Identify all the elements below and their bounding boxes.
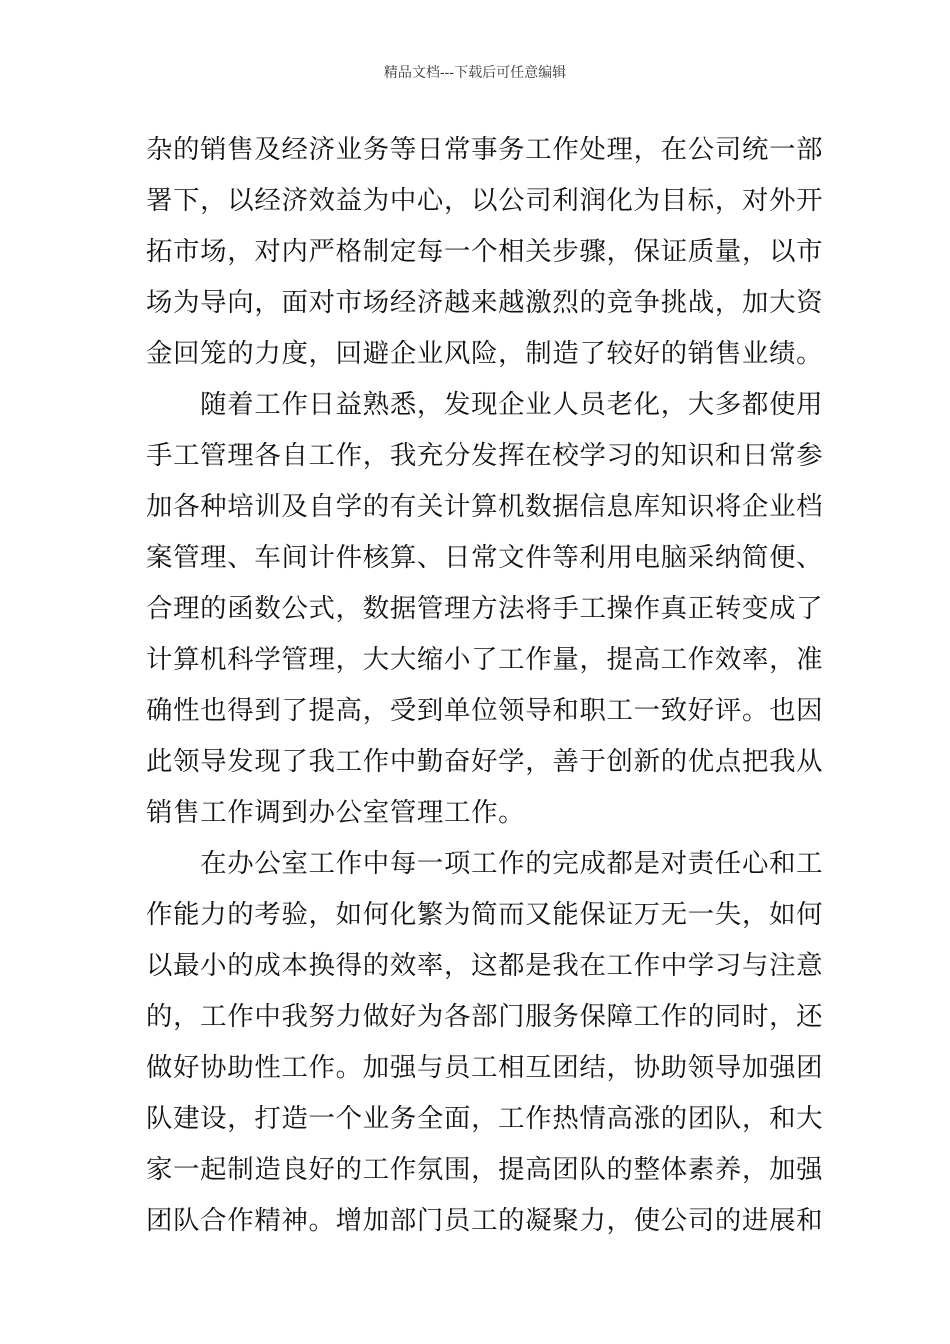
text-line: 署下，以经济效益为中心，以公司利润化为目标，对外开 <box>146 185 824 216</box>
text-line: 合理的函数公式，数据管理方法将手工操作真正转变成了 <box>146 593 824 624</box>
page-header: 精品文档---下载后可任意编辑 <box>383 65 567 81</box>
text-line: 在办公室工作中每一项工作的完成都是对责任心和工 <box>146 848 824 879</box>
text-line: 作能力的考验，如何化繁为简而又能保证万无一失，如何 <box>146 899 824 930</box>
paragraph-1 <box>146 124 824 379</box>
text-line: 加各种培训及自学的有关计算机数据信息库知识将企业档 <box>146 491 824 522</box>
document-body <box>146 124 824 1246</box>
text-line: 拓市场，对内严格制定每一个相关步骤，保证质量，以市 <box>146 236 824 267</box>
text-line: 确性也得到了提高，受到单位领导和职工一致好评。也因 <box>146 695 824 726</box>
text-line: 手工管理各自工作，我充分发挥在校学习的知识和日常参 <box>146 440 824 471</box>
text-line: 场为导向，面对市场经济越来越激烈的竞争挑战，加大资 <box>146 287 824 318</box>
text-line: 销售工作调到办公室管理工作。 <box>146 797 526 828</box>
text-line: 随着工作日益熟悉，发现企业人员老化，大多都使用 <box>146 389 824 420</box>
text-line: 杂的销售及经济业务等日常事务工作处理，在公司统一部 <box>146 134 824 165</box>
text-line: 团队合作精神。增加部门员工的凝聚力，使公司的进展和 <box>146 1205 824 1236</box>
text-line: 计算机科学管理，大大缩小了工作量，提高工作效率，准 <box>146 644 824 675</box>
text-line: 做好协助性工作。加强与员工相互团结，协助领导加强团 <box>146 1052 824 1083</box>
text-line: 以最小的成本换得的效率，这都是我在工作中学习与注意 <box>146 950 824 981</box>
paragraph-2 <box>146 379 824 838</box>
text-line: 案管理、车间计件核算、日常文件等利用电脑采纳简便、 <box>146 542 824 573</box>
text-line: 队建设，打造一个业务全面，工作热情高涨的团队，和大 <box>146 1103 824 1134</box>
text-line: 的，工作中我努力做好为各部门服务保障工作的同时，还 <box>146 1001 824 1032</box>
text-line: 金回笼的力度，回避企业风险，制造了较好的销售业绩。 <box>146 338 824 369</box>
text-line: 此领导发现了我工作中勤奋好学，善于创新的优点把我从 <box>146 746 824 777</box>
text-line: 家一起制造良好的工作氛围，提高团队的整体素养，加强 <box>146 1154 824 1185</box>
paragraph-3 <box>146 838 824 1246</box>
